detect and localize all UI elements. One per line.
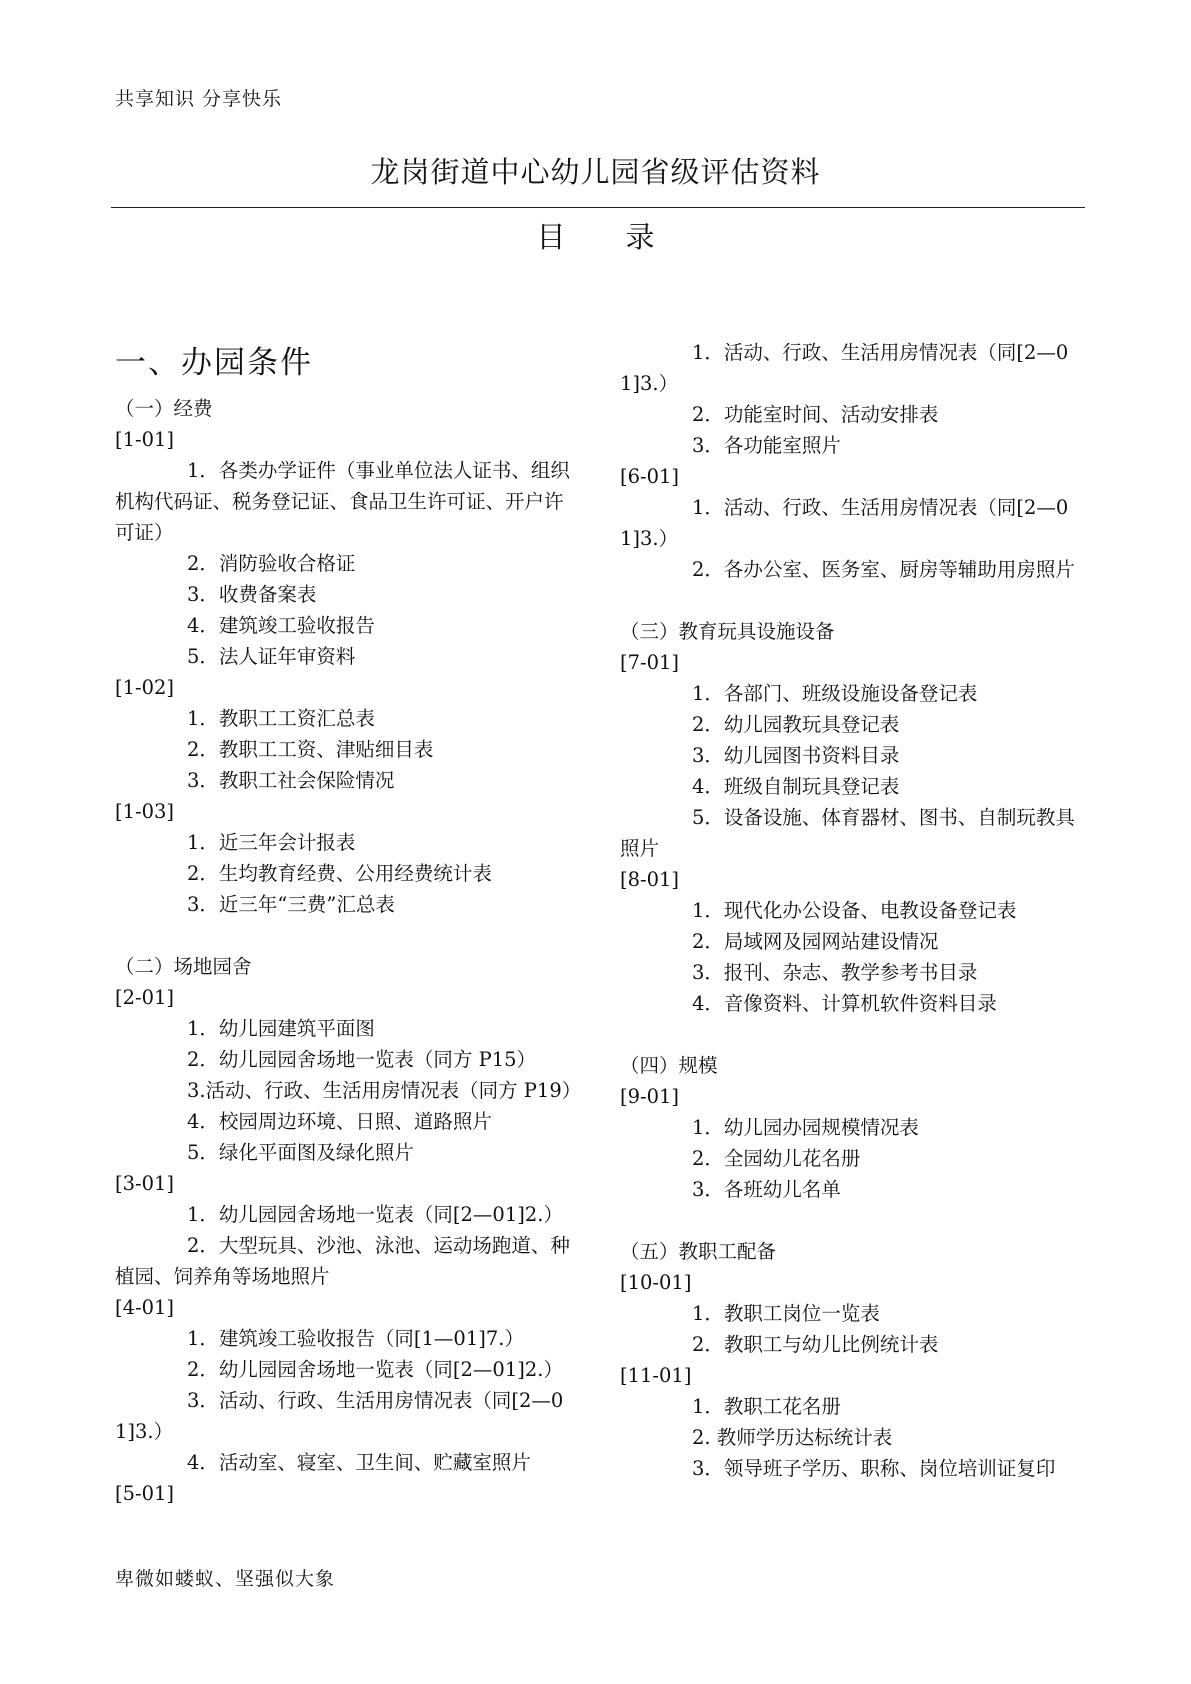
- list-item: 2．各办公室、医务室、厨房等辅助用房照片: [692, 558, 1075, 581]
- section-title: 一、办园条件: [115, 345, 313, 381]
- list-item: 1．活动、行政、生活用房情况表（同[2—01]3.）: [620, 496, 1069, 550]
- list-item: 2．全园幼儿花名册: [692, 1147, 861, 1170]
- toc-heading: [0, 215, 1191, 256]
- spacer: [620, 585, 1085, 616]
- list-item: 1．建筑竣工验收报告（同[1—01]7.）: [187, 1327, 524, 1350]
- list-item: 1．教职工花名册: [692, 1395, 841, 1418]
- subsection-heading: （一）经费: [115, 397, 213, 420]
- list-item: 3．领导班子学历、职称、岗位培训证复印: [692, 1457, 1056, 1480]
- item-code: [5-01]: [115, 1482, 175, 1505]
- list-item: 5．绿化平面图及绿化照片: [187, 1141, 414, 1164]
- title-divider: [111, 207, 1085, 208]
- list-item: 4．音像资料、计算机软件资料目录: [692, 992, 997, 1015]
- list-item: 3．各功能室照片: [692, 434, 841, 457]
- item-code: [11-01]: [620, 1364, 692, 1387]
- toc-heading-char-2: 录: [625, 220, 655, 254]
- list-item: 3．活动、行政、生活用房情况表（同[2—01]3.）: [115, 1389, 564, 1443]
- item-code: [9-01]: [620, 1085, 680, 1108]
- list-item: 3．收费备案表: [187, 583, 317, 606]
- list-item: 2．教职工工资、津贴细目表: [187, 738, 434, 761]
- subsection-heading: （五）教职工配备: [620, 1240, 777, 1263]
- list-item: 2．局域网及园网站建设情况: [692, 930, 939, 953]
- list-item: 2．教职工与幼儿比例统计表: [692, 1333, 939, 1356]
- item-code: [8-01]: [620, 868, 680, 891]
- item-code: [2-01]: [115, 986, 175, 1009]
- item-code: [10-01]: [620, 1271, 692, 1294]
- item-code: [3-01]: [115, 1172, 175, 1195]
- list-item: 1．各类办学证件（事业单位法人证书、组织机构代码证、税务登记证、食品卫生许可证、开户许可证）: [115, 459, 570, 544]
- list-item: 2．生均教育经费、公用经费统计表: [187, 862, 492, 885]
- list-item: 2．幼儿园园舍场地一览表（同[2—01]2.）: [187, 1358, 563, 1381]
- list-item: 4．校园周边环境、日照、道路照片: [187, 1110, 492, 1133]
- spacer: [620, 1019, 1085, 1050]
- item-code: [1-02]: [115, 676, 175, 699]
- list-item: 1．活动、行政、生活用房情况表（同[2—01]3.）: [620, 341, 1069, 395]
- list-item: 2．大型玩具、沙池、泳池、运动场跑道、种植园、饲养角等场地照片: [115, 1234, 570, 1288]
- list-item: 2. 教师学历达标统计表: [692, 1426, 893, 1449]
- list-item: 1．各部门、班级设施设备登记表: [692, 682, 978, 705]
- page-footer-text: 卑微如蝼蚁、坚强似大象: [115, 1568, 336, 1590]
- list-item: 1．现代化办公设备、电教设备登记表: [692, 899, 1017, 922]
- item-code: [1-03]: [115, 800, 175, 823]
- list-item: 2．功能室时间、活动安排表: [692, 403, 939, 426]
- list-item: 2．幼儿园园舍场地一览表（同方 P15）: [187, 1048, 537, 1071]
- list-item: 1．教职工岗位一览表: [692, 1302, 880, 1325]
- page-header-text: 共享知识 分享快乐: [115, 88, 283, 110]
- list-item: 3．报刊、杂志、教学参考书目录: [692, 961, 978, 984]
- list-item: 4．班级自制玩具登记表: [692, 775, 900, 798]
- item-code: [6-01]: [620, 465, 680, 488]
- list-item: 1．教职工工资汇总表: [187, 707, 375, 730]
- list-item: 2．消防验收合格证: [187, 552, 356, 575]
- list-item: 3．各班幼儿名单: [692, 1178, 841, 1201]
- spacer: [115, 920, 573, 951]
- list-item: 2．幼儿园教玩具登记表: [692, 713, 900, 736]
- item-code: [7-01]: [620, 651, 680, 674]
- subsection-heading: （三）教育玩具设施设备: [620, 620, 835, 643]
- spacer: [620, 1205, 1085, 1236]
- list-item: 3．教职工社会保险情况: [187, 769, 395, 792]
- list-item: 5．设备设施、体育器材、图书、自制玩教具照片: [620, 806, 1075, 860]
- item-code: [1-01]: [115, 428, 175, 451]
- list-item: 3.活动、行政、生活用房情况表（同方 P19）: [187, 1079, 582, 1102]
- subsection-heading: （四）规模: [620, 1054, 718, 1077]
- document-title: 龙岗街道中心幼儿园省级评估资料: [370, 155, 821, 189]
- list-item: 1．幼儿园办园规模情况表: [692, 1116, 919, 1139]
- left-column: [115, 393, 582, 1509]
- list-item: 3．幼儿园图书资料目录: [692, 744, 900, 767]
- list-item: 4．建筑竣工验收报告: [187, 614, 375, 637]
- list-item: 1．幼儿园园舍场地一览表（同[2—01]2.）: [187, 1203, 563, 1226]
- right-column: [620, 337, 1085, 1484]
- list-item: 5．法人证年审资料: [187, 645, 356, 668]
- list-item: 3．近三年“三费”汇总表: [187, 893, 395, 916]
- list-item: 4．活动室、寝室、卫生间、贮藏室照片: [187, 1451, 531, 1474]
- item-code: [4-01]: [115, 1296, 175, 1319]
- subsection-heading: （二）场地园舍: [115, 955, 252, 978]
- list-item: 1．近三年会计报表: [187, 831, 356, 854]
- toc-heading-char-1: 目: [536, 220, 566, 254]
- list-item: 1．幼儿园建筑平面图: [187, 1017, 375, 1040]
